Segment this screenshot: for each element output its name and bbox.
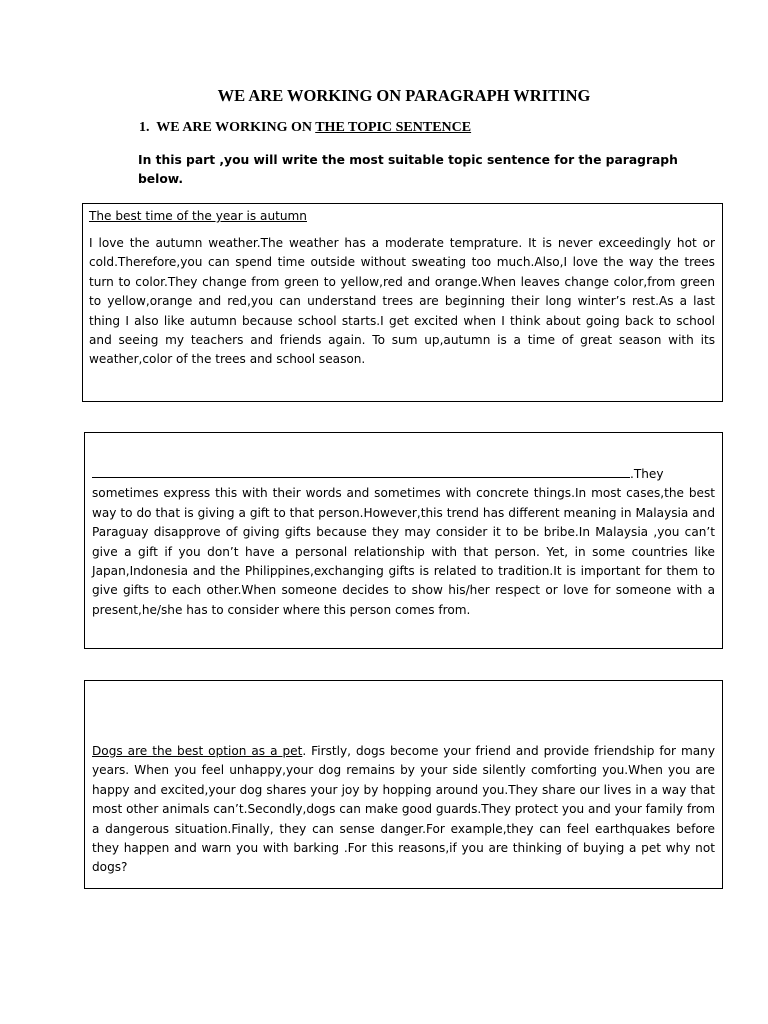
topic-sentence-1: The best time of the year is autumn: [89, 209, 307, 223]
topic-sentence-3: Dogs are the best option as a pet: [92, 744, 303, 758]
paragraph-3: [92, 742, 715, 878]
paragraph-box-1: [82, 203, 723, 402]
paragraph-body-2: .They sometimes express this with their words and sometimes with concrete things.In most cases,the best way to do that is giving a gift to that person.However,this trend has different meaning in Malaysia and Paraguay disapprove of giving gifts because they may consider it to be bribe.In Malaysia ,you can’t give a gift if you don’t have a personal relationship with that person. Yet, in some countries like Japan,Indonesia and the Philippines,exchanging gifts is related to tradition.It is important for them to give gifts to each other.When someone decides to show his/her respect or love for someone with a present,he/she has to consider where this person comes from.: [92, 467, 715, 617]
paragraph-2: [92, 464, 715, 620]
paragraph-body-1: I love the autumn weather.The weather has a moderate temprature. It is never exceedingly hot or cold.Therefore,you can spend time outside without sweating too much.Also,I love the way the trees turn to color.They change from green to yellow,red and orange.When leaves change color,from green to yellow,orange and red,you can understand trees are beginning their long winter’s rest.As a last thing I also like autumn because school starts.I get excited when I think about going back to school and seeing my teachers and friends again. To sum up,autumn is a time of great season with its weather,color of the trees and school season.: [89, 236, 715, 367]
section-heading: [139, 120, 471, 136]
section-heading-underlined: THE TOPIC SENTENCE: [315, 120, 472, 135]
paragraph-body-3: . Firstly, dogs become your friend and provide friendship for many years. When you feel unhappy,your dog remains by your side silently comforting you.When you are happy and excited,your dog shares your joy by hopping around you.They share our lives in a way that most other animals can’t.Secondly,dogs can make good guards.They protect you and your family from a dangerous situation.Finally, they can sense danger.For example,they can feel earthquakes before they happen and warn you with barking .For this reasons,if you are thinking of buying a pet why not dogs?: [92, 744, 715, 875]
paragraph-box-3: [84, 680, 723, 889]
paragraph-box-2: [84, 432, 723, 649]
section-heading-prefix: WE ARE WORKING ON: [156, 120, 312, 135]
topic-sentence-blank[interactable]: [92, 464, 630, 478]
page-title: WE ARE WORKING ON PARAGRAPH WRITING: [217, 86, 591, 105]
section-number: 1.: [139, 120, 150, 135]
instructions-text: In this part ,you will write the most suitable topic sentence for the paragraph below.: [138, 153, 678, 186]
